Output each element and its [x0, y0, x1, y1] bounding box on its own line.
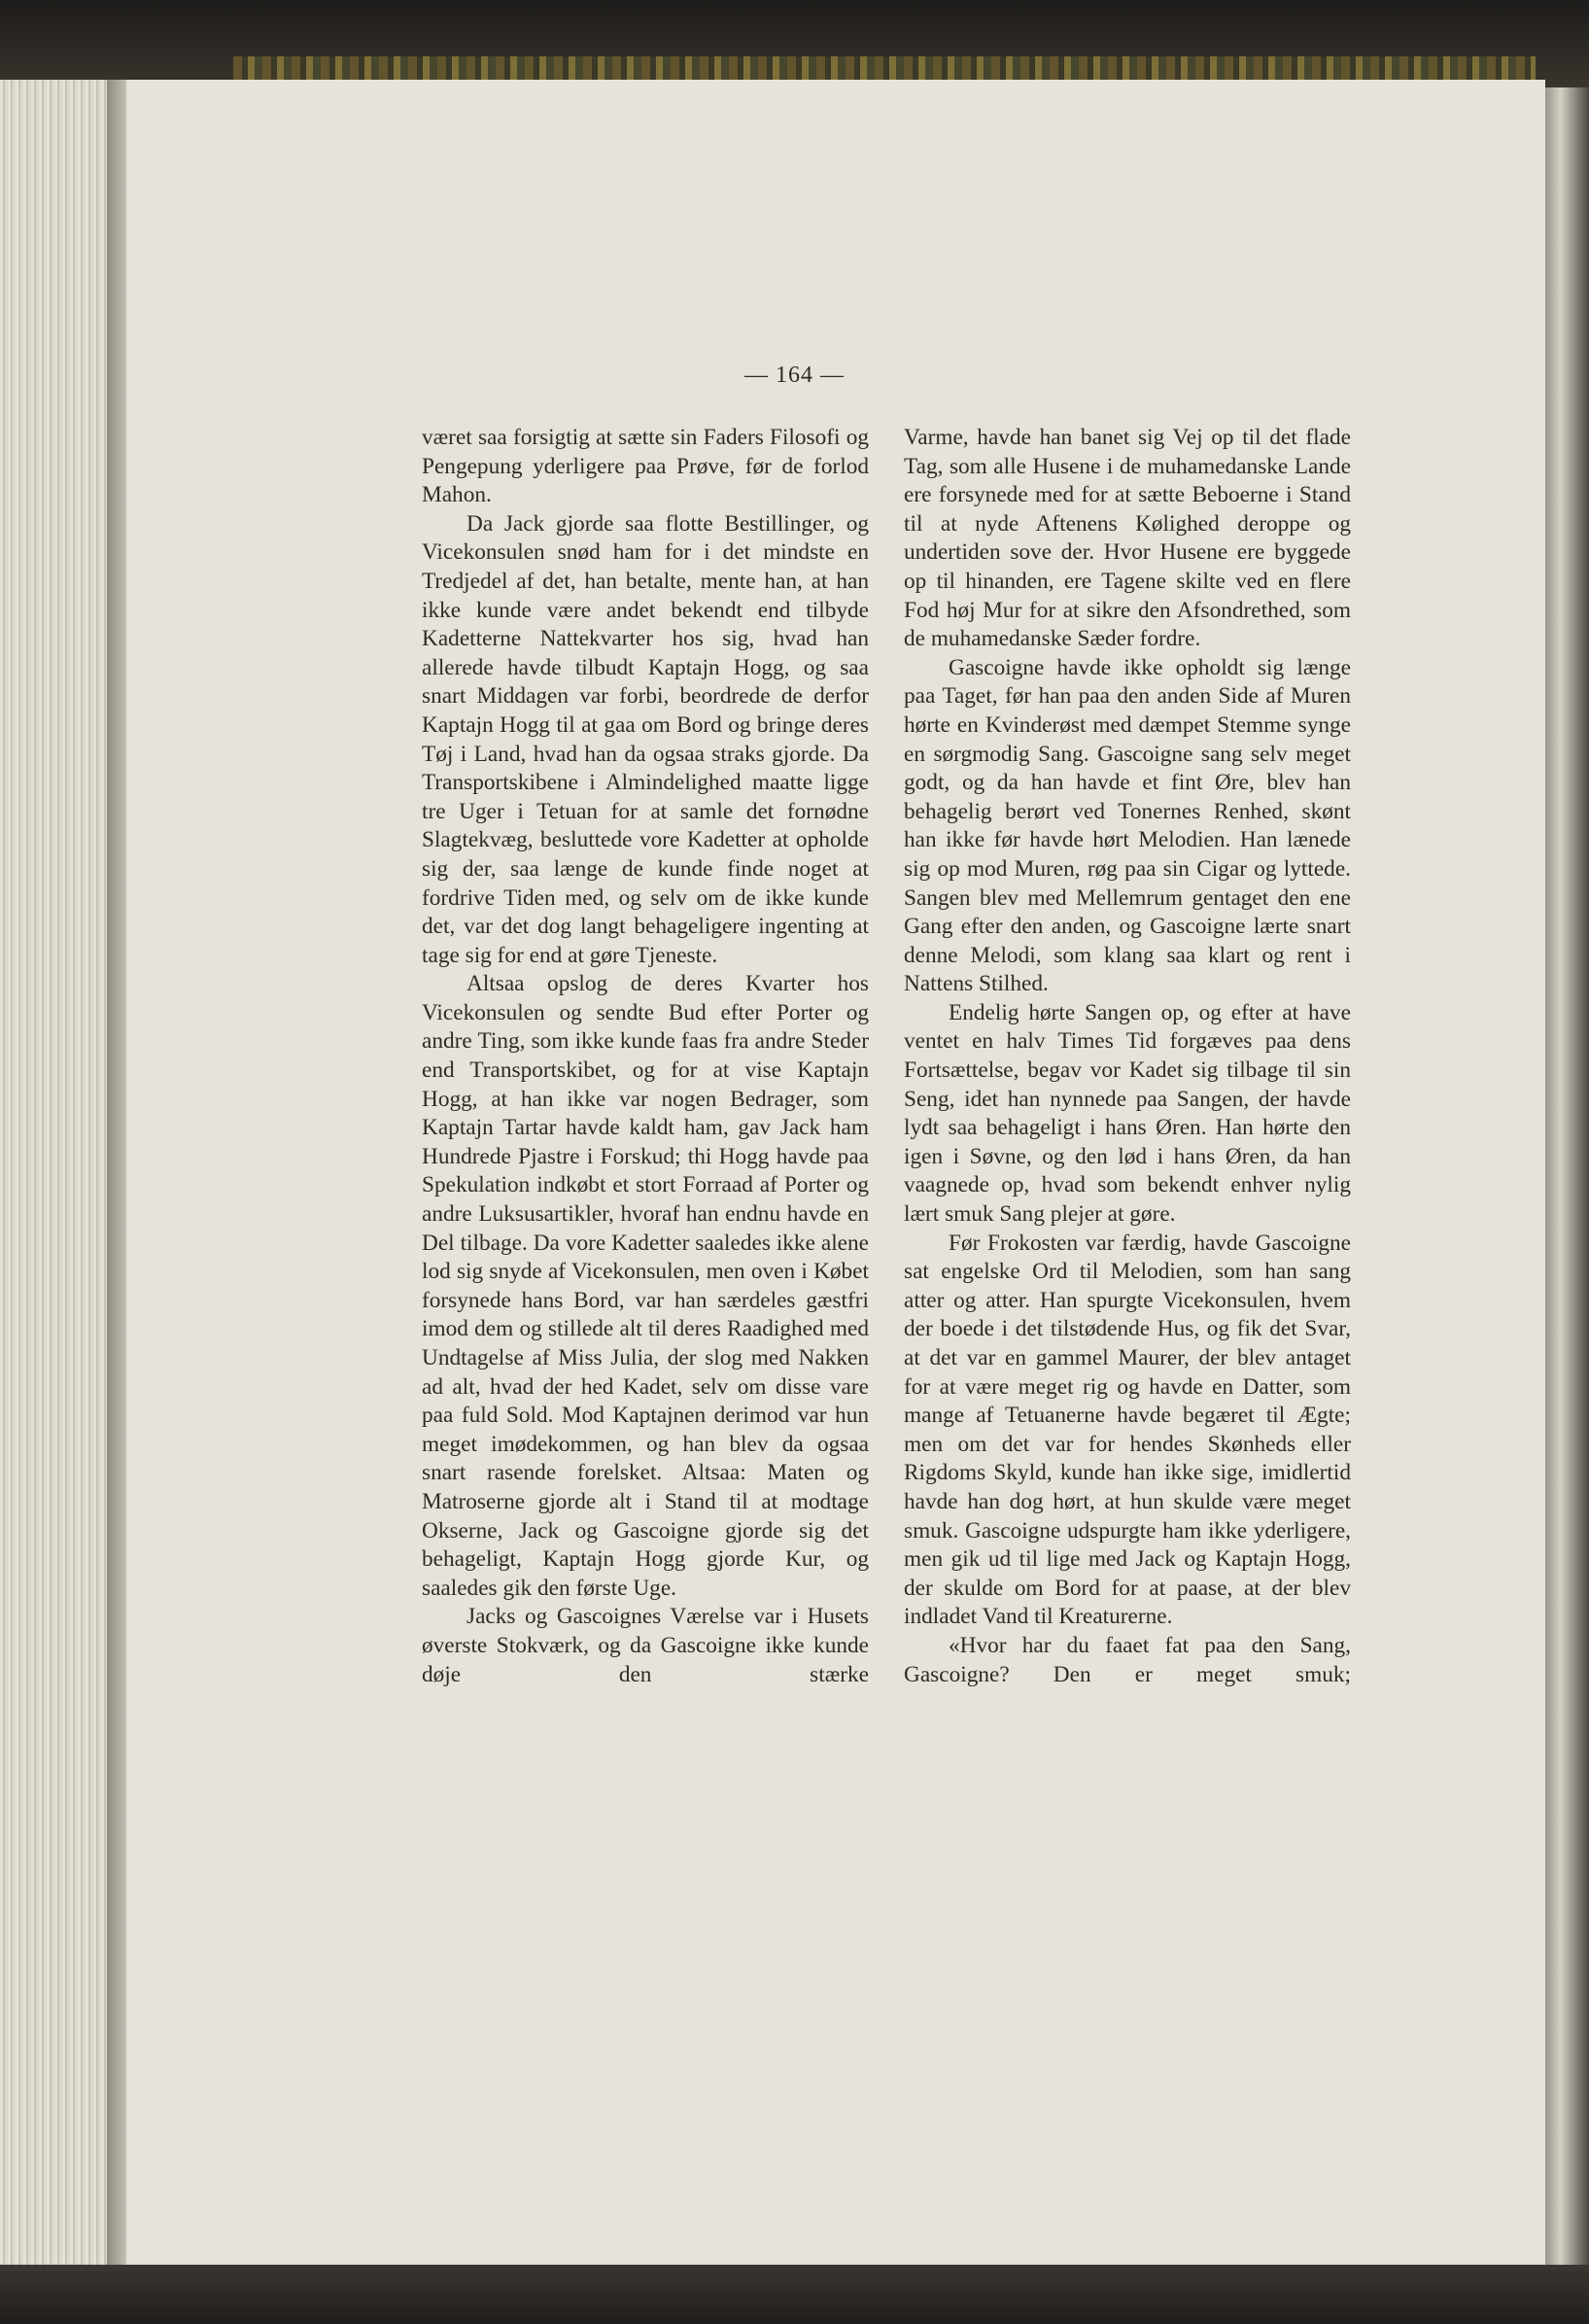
paragraph: været saa forsigtig at sætte sin Faders Filosofi og Pengepung yderligere paa Prøve, før de forlod Mahon.: [422, 425, 869, 508]
paragraph: Jacks og Gascoignes Værelse var i Husets øverste Stokværk, og da Gascoigne ikke kunde døje den stærke: [422, 1604, 869, 1687]
paragraph: Gascoigne havde ikke opholdt sig længe paa Taget, før han paa den anden Side af Muren hørte en Kvinderøst med dæmpet Stemme synge en sørgmodig Sang. Gascoigne sang selv meget godt, og da han havde et fint Øre, blev han behagelig berørt ved Tonernes Renhed, skønt han ikke før havde hørt Melodien. Han lænede sig op mod Muren, røg paa sin Cigar og lyttede. Sangen blev med Mellemrum gentaget den ene Gang efter den anden, og Gascoigne lærte snart denne Melodi, som klang saa klart og rent i Nattens Stilhed.: [904, 654, 1351, 997]
text-column-right: [904, 424, 1351, 1689]
paragraph: Altsaa opslog de deres Kvarter hos Vicekonsulen og sendte Bud efter Porter og andre Ting, som ikke kunde faas fra andre Steder end Transportskibet, og for at vise Kaptajn Hogg, at han ikke var nogen Bedrager, som Kaptajn Tartar havde kaldt ham, gav Jack ham Hundrede Pjastre i Forskud; thi Hogg havde paa Spekulation indkøbt et stort Forraad af Porter og andre Luksusartikler, hvoraf han endnu havde en Del tilbage. Da vore Kadetter saaledes ikke alene lod sig snyde af Vicekonsulen, men oven i Købet forsynede hans Bord, var han særdeles gæstfri imod dem og stillede alt til deres Raadighed med Undtagelse af Miss Julia, der slog med Nakken ad alt, hvad der hed Kadet, selv om disse vare paa fuld Sold. Mod Kaptajnen derimod var hun meget imødekommen, og han blev da ogsaa snart rasende forelsket. Altsaa: Maten og Matroserne gjorde alt i Stand til at modtage Okserne, Jack og Gascoigne gjorde sig det behageligt, Kaptajn Hogg gjorde Kur, og saaledes gik den første Uge.: [422, 971, 869, 1601]
paragraph: Før Frokosten var færdig, havde Gascoigne sat engelske Ord til Melodien, som han sang atter og atter. Han spurgte Vicekonsulen, hvem der boede i det tilstødende Hus, og fik det Svar, at det var en gammel Maurer, der blev antaget for at være meget rig og havde en Datter, som mange af Tetuanerne havde begæret til Ægte; men om det var for hendes Skønheds eller Rigdoms Skyld, kunde han ikke sige, imidlertid havde han dog hørt, at hun skulde være meget smuk. Gascoigne udspurgte ham ikke yderligere, men gik ud til lige med Jack og Kaptajn Hogg, der skulde om Bord for at paase, at der blev indladet Vand til Kreaturerne.: [904, 1230, 1351, 1630]
book-cover-bottom: [0, 2265, 1589, 2324]
text-column-left: [422, 424, 869, 1689]
page-edges-left: [0, 80, 117, 2267]
page-fore-edge: [1545, 87, 1589, 2265]
paragraph: «Hvor har du faaet fat paa den Sang, Gascoigne? Den er meget smuk;: [904, 1632, 1351, 1687]
paragraph: Endelig hørte Sangen op, og efter at have ventet en halv Times Tid forgæves paa dens Fortsættelse, begav vor Kadet sig tilbage til sin Seng, idet han nynnede paa Sangen, der havde lydt saa behageligt i hans Øren. Han hørte den igen i Søvne, og den lød i hans Øren, da han vaagnede op, hvad som bekendt enhver nylig lært smuk Sang plejer at gøre.: [904, 999, 1351, 1228]
paragraph: Varme, havde han banet sig Vej op til det flade Tag, som alle Husene i de muhamedanske Lande ere forsynede med for at sætte Beboerne i Stand til at nyde Aftenens Kølighed deroppe og undertiden sove der. Hvor Husene ere byggede op til hinanden, ere Tagene skilte ved en flere Fod høj Mur for at sikre den Afsondrethed, som de muhamedanske Sæder fordre.: [904, 425, 1351, 652]
paragraph: Da Jack gjorde saa flotte Bestillinger, og Vicekonsulen snød ham for i det mindste en Tredjedel af det, han betalte, mente han, at han ikke kunde være andet bekendt end tilbyde Kadetterne Nattekvarter hos sig, hvad han allerede havde tilbudt Kaptajn Hogg, og saa snart Middagen var forbi, beordrede de derfor Kaptajn Hogg til at gaa om Bord og bringe deres Tøj i Land, hvad han da ogsaa straks gjorde. Da Transportskibene i Almindelighed maatte ligge tre Uger i Tetuan for at samle det fornødne Slagtekvæg, besluttede vore Kadetter at opholde sig der, saa længe de kunde finde noget at fordrive Tiden med, og selv om de ikke kunde det, var det dog langt behageligere ingenting at tage sig for end at gøre Tjeneste.: [422, 510, 869, 968]
page-number: — 164 —: [744, 363, 845, 388]
